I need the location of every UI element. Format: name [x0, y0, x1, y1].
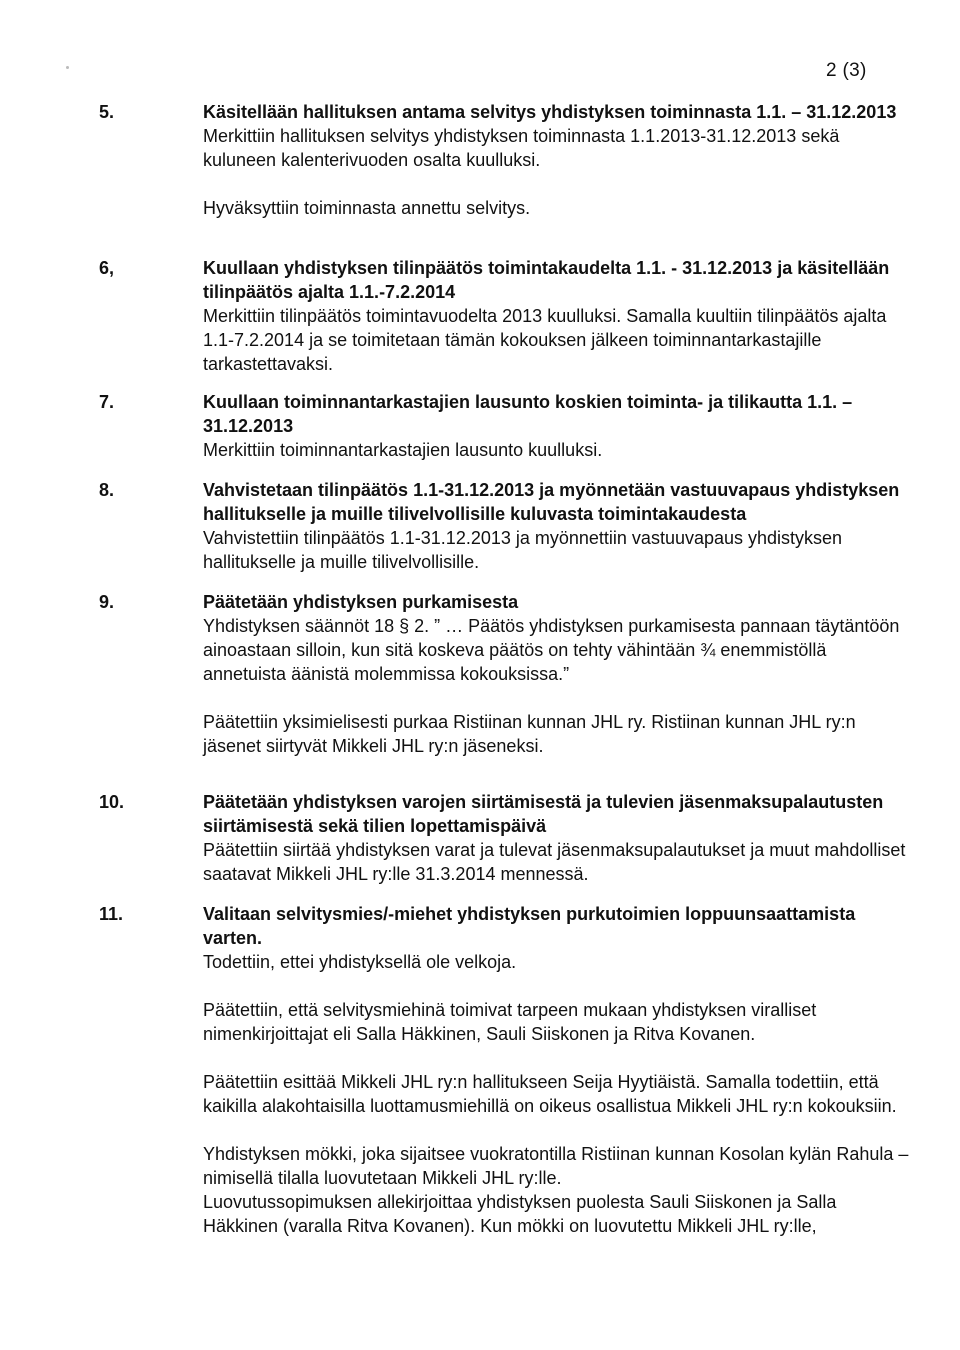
paragraph: Todettiin, ettei yhdistyksellä ole velkoja. — [203, 952, 517, 972]
section-number: 11. — [99, 904, 124, 924]
section-title: Kuullaan toiminnantarkastajien lausunto koskien toiminta- ja tilikautta 1.1. – 31.12.2013 — [203, 392, 853, 436]
section-body — [203, 590, 913, 758]
paragraph: Päätettiin esittää Mikkeli JHL ry:n hallitukseen Seija Hyytiäistä. Samalla todettiin, että kaikilla alakohtaisilla luottamusmiehillä on oikeus osallistua Mikkeli JHL ry:n kokouksiin. — [203, 1072, 897, 1116]
paragraph: Merkittiin tilinpäätös toimintavuodelta 2013 kuulluksi. Samalla kuultiin tilinpäätös ajalta 1.1-7.2.2014 ja se toimitetaan tämän kokouksen jälkeen toiminnantarkastajille tarkastettavaksi. — [203, 306, 887, 374]
section-title: Vahvistetaan tilinpäätös 1.1-31.12.2013 ja myönnetään vastuuvapaus yhdistyksen hallitukselle ja muille tilivelvollisille kuluvasta toimintakaudesta — [203, 480, 900, 524]
section-number: 9. — [99, 592, 115, 612]
paragraph: Yhdistyksen säännöt 18 § 2. ” … Päätös yhdistyksen purkamisesta pannaan täytäntöön ainoastaan silloin, kun sitä koskeva päätös on tehty vähintään ¾ enemmistöllä annetuista äänistä molemmissa kokouksissa.” — [203, 616, 900, 684]
section-title: Kuullaan yhdistyksen tilinpäätös toimintakaudelta 1.1. - 31.12.2013 ja käsitellään tilinpäätös ajalta 1.1.-7.2.2014 — [203, 258, 890, 302]
paragraph: Merkittiin hallituksen selvitys yhdistyksen toiminnasta 1.1.2013-31.12.2013 sekä kuluneen kalenterivuoden osalta kuulluksi. — [203, 126, 840, 170]
paragraph: Päätettiin yksimielisesti purkaa Ristiinan kunnan JHL ry. Ristiinan kunnan JHL ry:n jäsenet siirtyvät Mikkeli JHL ry:n jäseneksi. — [203, 712, 856, 756]
section-body — [203, 902, 913, 1238]
section-number: 5. — [99, 102, 115, 122]
paragraph: Vahvistettiin tilinpäätös 1.1-31.12.2013 ja myönnettiin vastuuvapaus yhdistyksen hallitukselle ja muille tilivelvollisille. — [203, 528, 843, 572]
paragraph: Päätettiin siirtää yhdistyksen varat ja tulevat jäsenmaksupalautukset ja muut mahdolliset saatavat Mikkeli JHL ry:lle 31.3.2014 mennessä. — [203, 840, 906, 884]
section-number: 7. — [99, 392, 115, 412]
paragraph: Päätettiin, että selvitysmiehinä toimivat tarpeen mukaan yhdistyksen viralliset nimenkirjoittajat eli Salla Häkkinen, Sauli Siiskonen ja Ritva Kovanen. — [203, 1000, 817, 1044]
paragraph: Luovutussopimuksen allekirjoittaa yhdistyksen puolesta Sauli Siiskonen ja Salla Häkkinen (varalla Ritva Kovanen). Kun mökki on luovutettu Mikkeli JHL ry:lle, — [203, 1192, 837, 1236]
paragraph: Merkittiin toiminnantarkastajien lausunto kuulluksi. — [203, 440, 603, 460]
section-body — [203, 390, 913, 462]
scan-speck — [66, 66, 69, 69]
section-number: 8. — [99, 480, 115, 500]
paragraph: Hyväksyttiin toiminnasta annettu selvitys. — [203, 198, 531, 218]
section-body — [203, 100, 913, 220]
section-title: Päätetään yhdistyksen varojen siirtämisestä ja tulevien jäsenmaksupalautusten siirtämisestä sekä tilien lopettamispäivä — [203, 792, 884, 836]
section-number: 10. — [99, 792, 125, 812]
page-number: 2 (3) — [826, 60, 867, 81]
section-body — [203, 478, 913, 574]
paragraph: Yhdistyksen mökki, joka sijaitsee vuokratontilla Ristiinan kunnan Kosolan kylän Rahula –nimisellä tilalla luovutetaan Mikkeli JHL ry:lle. — [203, 1144, 909, 1188]
section-body — [203, 256, 913, 376]
section-body — [203, 790, 913, 886]
section-title: Päätetään yhdistyksen purkamisesta — [203, 592, 519, 612]
section-number: 6, — [99, 258, 115, 278]
section-title: Käsitellään hallituksen antama selvitys yhdistyksen toiminnasta 1.1. – 31.12.2013 — [203, 102, 897, 122]
section-title: Valitaan selvitysmies/-miehet yhdistyksen purkutoimien loppuunsaattamista varten. — [203, 904, 856, 948]
